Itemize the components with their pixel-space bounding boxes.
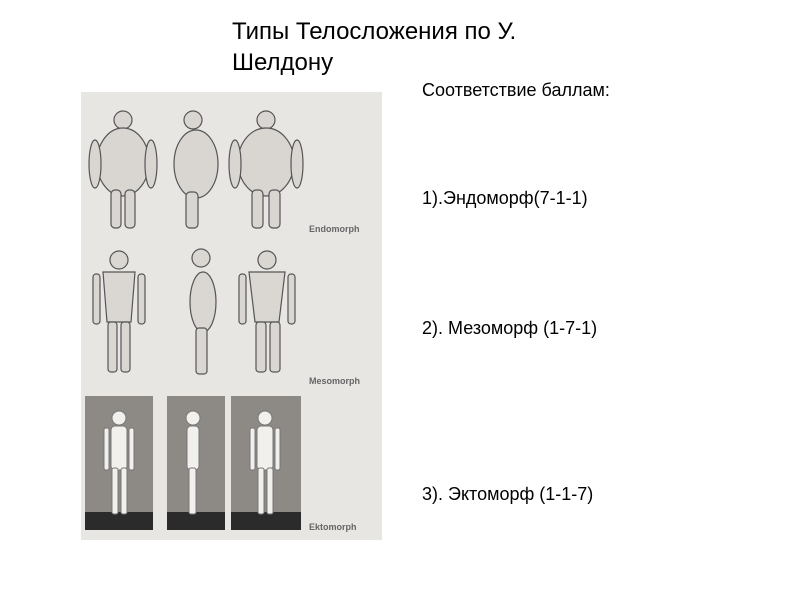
figure-label-ektomorph: Ektomorph (309, 522, 357, 532)
mesomorph-row (93, 249, 295, 374)
list-item-ectomorph: 3). Эктоморф (1-1-7) (422, 484, 594, 504)
slide-subtitle: Соответствие баллам: (422, 80, 610, 100)
endomorph-row (89, 111, 303, 228)
somatotype-illustration (81, 92, 382, 540)
slide-title: Типы Телосложения по У. Шелдону (232, 18, 517, 76)
list-item-mesomorph: 2). Мезоморф (1-7-1) (422, 318, 598, 338)
somatotype-figure (81, 92, 382, 540)
list-item-endomorph: 1).Эндоморф(7-1-1) (422, 188, 588, 208)
ektomorph-row (85, 396, 301, 530)
figure-label-endomorph: Endomorph (309, 224, 360, 234)
figure-label-mesomorph: Mesomorph (309, 376, 361, 386)
